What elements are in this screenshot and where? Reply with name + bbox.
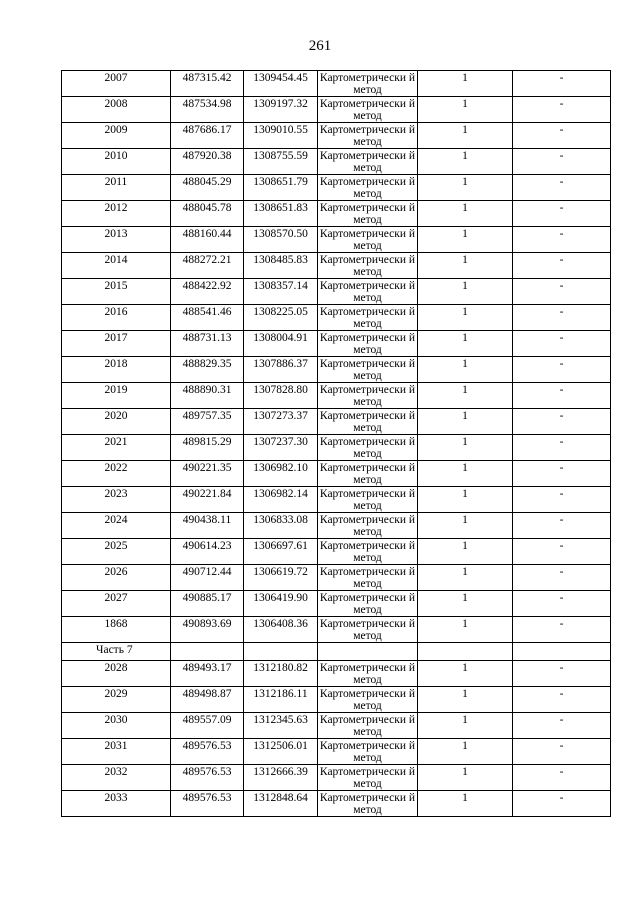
method-cell: Картометрически й метод [318,591,418,617]
precision-cell: 1 [418,617,513,643]
table-row [62,279,611,305]
note-cell: - [513,331,611,357]
note-cell: - [513,565,611,591]
table-row [62,539,611,565]
note-cell: - [513,357,611,383]
method-cell: Картометрически й метод [318,661,418,687]
point-number-cell: 2031 [62,739,171,765]
precision-cell: 1 [418,253,513,279]
x-coordinate-cell: 488829.35 [171,357,244,383]
x-coordinate-cell: 489498.87 [171,687,244,713]
x-coordinate-cell: 487920.38 [171,149,244,175]
method-cell: Картометрически й метод [318,175,418,201]
table-row [62,149,611,175]
y-coordinate-cell: 1308485.83 [244,253,318,279]
point-number-cell: 2007 [62,71,171,97]
x-coordinate-cell: 489576.53 [171,765,244,791]
y-coordinate-cell: 1308755.59 [244,149,318,175]
note-cell: - [513,435,611,461]
point-number-cell: 2018 [62,357,171,383]
table-row [62,253,611,279]
y-coordinate-cell: 1312186.11 [244,687,318,713]
y-coordinate-cell: 1306408.36 [244,617,318,643]
note-cell: - [513,661,611,687]
point-number-cell: 2010 [62,149,171,175]
x-coordinate-cell: 490438.11 [171,513,244,539]
table-row [62,617,611,643]
method-cell: Картометрически й метод [318,227,418,253]
precision-cell: 1 [418,713,513,739]
note-cell: - [513,227,611,253]
y-coordinate-cell: 1307237.30 [244,435,318,461]
precision-cell: 1 [418,565,513,591]
x-coordinate-cell: 487315.42 [171,71,244,97]
y-coordinate-cell: 1306419.90 [244,591,318,617]
note-cell: - [513,513,611,539]
section-label: Часть 7 [62,643,171,661]
precision-cell: 1 [418,201,513,227]
precision-cell: 1 [418,305,513,331]
coordinates-table-body [62,71,611,817]
x-coordinate-cell: 489576.53 [171,791,244,817]
y-coordinate-cell: 1308651.83 [244,201,318,227]
method-cell: Картометрически й метод [318,305,418,331]
method-cell: Картометрически й метод [318,331,418,357]
precision-cell: 1 [418,539,513,565]
table-row [62,591,611,617]
point-number-cell: 2024 [62,513,171,539]
note-cell: - [513,591,611,617]
precision-cell: 1 [418,409,513,435]
note-cell: - [513,687,611,713]
point-number-cell: 2011 [62,175,171,201]
precision-cell: 1 [418,149,513,175]
y-coordinate-cell: 1308004.91 [244,331,318,357]
point-number-cell: 2029 [62,687,171,713]
table-row [62,305,611,331]
table-row [62,71,611,97]
y-coordinate-cell: 1307273.37 [244,409,318,435]
point-number-cell: 2033 [62,791,171,817]
y-coordinate-cell: 1307828.80 [244,383,318,409]
table-row [62,123,611,149]
point-number-cell: 2013 [62,227,171,253]
point-number-cell: 2027 [62,591,171,617]
x-coordinate-cell: 488160.44 [171,227,244,253]
table-row [62,739,611,765]
y-coordinate-cell: 1306982.14 [244,487,318,513]
precision-cell: 1 [418,331,513,357]
x-coordinate-cell: 490221.35 [171,461,244,487]
precision-cell: 1 [418,461,513,487]
note-cell: - [513,71,611,97]
table-row [62,227,611,253]
y-coordinate-cell: 1308651.79 [244,175,318,201]
note-cell: - [513,461,611,487]
method-cell: Картометрически й метод [318,687,418,713]
note-cell: - [513,123,611,149]
precision-cell: 1 [418,791,513,817]
precision-cell: 1 [418,383,513,409]
method-cell: Картометрически й метод [318,461,418,487]
table-row [62,97,611,123]
y-coordinate-cell: 1312666.39 [244,765,318,791]
precision-cell: 1 [418,591,513,617]
table-row [62,713,611,739]
y-coordinate-cell: 1306833.08 [244,513,318,539]
point-number-cell: 2026 [62,565,171,591]
y-coordinate-cell: 1306697.61 [244,539,318,565]
point-number-cell: 2030 [62,713,171,739]
y-coordinate-cell: 1312848.64 [244,791,318,817]
x-coordinate-cell: 488272.21 [171,253,244,279]
table-row [62,383,611,409]
table-row [62,487,611,513]
method-cell: Картометрически й метод [318,487,418,513]
precision-cell: 1 [418,739,513,765]
note-cell: - [513,175,611,201]
precision-cell: 1 [418,513,513,539]
precision-cell: 1 [418,97,513,123]
x-coordinate-cell: 490885.17 [171,591,244,617]
method-cell: Картометрически й метод [318,565,418,591]
x-coordinate-cell: 488541.46 [171,305,244,331]
note-cell: - [513,713,611,739]
x-coordinate-cell: 490712.44 [171,565,244,591]
section-row [62,643,611,661]
note-cell: - [513,253,611,279]
table-row [62,791,611,817]
method-cell: Картометрически й метод [318,739,418,765]
precision-cell: 1 [418,71,513,97]
y-coordinate-cell: 1307886.37 [244,357,318,383]
note-cell: - [513,383,611,409]
note-cell: - [513,765,611,791]
note-cell: - [513,487,611,513]
x-coordinate-cell: 489576.53 [171,739,244,765]
method-cell: Картометрически й метод [318,617,418,643]
point-number-cell: 2012 [62,201,171,227]
point-number-cell: 1868 [62,617,171,643]
y-coordinate-cell: 1312180.82 [244,661,318,687]
y-coordinate-cell: 1309010.55 [244,123,318,149]
point-number-cell: 2025 [62,539,171,565]
coordinates-table [61,70,611,817]
x-coordinate-cell: 487686.17 [171,123,244,149]
x-coordinate-cell: 490614.23 [171,539,244,565]
precision-cell: 1 [418,279,513,305]
point-number-cell: 2020 [62,409,171,435]
point-number-cell: 2016 [62,305,171,331]
table-row [62,461,611,487]
empty-cell [513,643,611,661]
precision-cell: 1 [418,357,513,383]
table-row [62,331,611,357]
x-coordinate-cell: 489757.35 [171,409,244,435]
x-coordinate-cell: 488731.13 [171,331,244,357]
note-cell: - [513,201,611,227]
point-number-cell: 2008 [62,97,171,123]
table-row [62,435,611,461]
point-number-cell: 2021 [62,435,171,461]
method-cell: Картометрически й метод [318,409,418,435]
table-row [62,513,611,539]
y-coordinate-cell: 1306619.72 [244,565,318,591]
x-coordinate-cell: 489493.17 [171,661,244,687]
x-coordinate-cell: 490893.69 [171,617,244,643]
method-cell: Картометрически й метод [318,435,418,461]
precision-cell: 1 [418,175,513,201]
method-cell: Картометрически й метод [318,765,418,791]
table-row [62,201,611,227]
x-coordinate-cell: 489557.09 [171,713,244,739]
y-coordinate-cell: 1308225.05 [244,305,318,331]
precision-cell: 1 [418,687,513,713]
empty-cell [418,643,513,661]
method-cell: Картометрически й метод [318,253,418,279]
y-coordinate-cell: 1309454.45 [244,71,318,97]
method-cell: Картометрически й метод [318,791,418,817]
x-coordinate-cell: 488045.29 [171,175,244,201]
method-cell: Картометрически й метод [318,279,418,305]
precision-cell: 1 [418,765,513,791]
y-coordinate-cell: 1312345.63 [244,713,318,739]
x-coordinate-cell: 487534.98 [171,97,244,123]
x-coordinate-cell: 490221.84 [171,487,244,513]
method-cell: Картометрически й метод [318,513,418,539]
note-cell: - [513,279,611,305]
method-cell: Картометрически й метод [318,123,418,149]
method-cell: Картометрически й метод [318,97,418,123]
y-coordinate-cell: 1308357.14 [244,279,318,305]
precision-cell: 1 [418,227,513,253]
note-cell: - [513,97,611,123]
precision-cell: 1 [418,435,513,461]
page-number: 261 [308,38,332,54]
method-cell: Картометрически й метод [318,713,418,739]
precision-cell: 1 [418,661,513,687]
precision-cell: 1 [418,123,513,149]
table-row [62,357,611,383]
method-cell: Картометрически й метод [318,539,418,565]
method-cell: Картометрически й метод [318,201,418,227]
note-cell: - [513,617,611,643]
y-coordinate-cell: 1306982.10 [244,461,318,487]
note-cell: - [513,149,611,175]
note-cell: - [513,409,611,435]
x-coordinate-cell: 488422.92 [171,279,244,305]
y-coordinate-cell: 1312506.01 [244,739,318,765]
note-cell: - [513,739,611,765]
point-number-cell: 2009 [62,123,171,149]
point-number-cell: 2015 [62,279,171,305]
table-row [62,175,611,201]
empty-cell [171,643,244,661]
note-cell: - [513,539,611,565]
point-number-cell: 2014 [62,253,171,279]
table-row [62,409,611,435]
point-number-cell: 2023 [62,487,171,513]
method-cell: Картометрически й метод [318,357,418,383]
table-row [62,687,611,713]
method-cell: Картометрически й метод [318,71,418,97]
precision-cell: 1 [418,487,513,513]
y-coordinate-cell: 1308570.50 [244,227,318,253]
empty-cell [318,643,418,661]
note-cell: - [513,791,611,817]
point-number-cell: 2032 [62,765,171,791]
point-number-cell: 2022 [62,461,171,487]
x-coordinate-cell: 488890.31 [171,383,244,409]
x-coordinate-cell: 488045.78 [171,201,244,227]
table-row [62,565,611,591]
point-number-cell: 2017 [62,331,171,357]
empty-cell [244,643,318,661]
table-row [62,661,611,687]
point-number-cell: 2019 [62,383,171,409]
note-cell: - [513,305,611,331]
method-cell: Картометрически й метод [318,149,418,175]
y-coordinate-cell: 1309197.32 [244,97,318,123]
point-number-cell: 2028 [62,661,171,687]
x-coordinate-cell: 489815.29 [171,435,244,461]
table-row [62,765,611,791]
method-cell: Картометрически й метод [318,383,418,409]
